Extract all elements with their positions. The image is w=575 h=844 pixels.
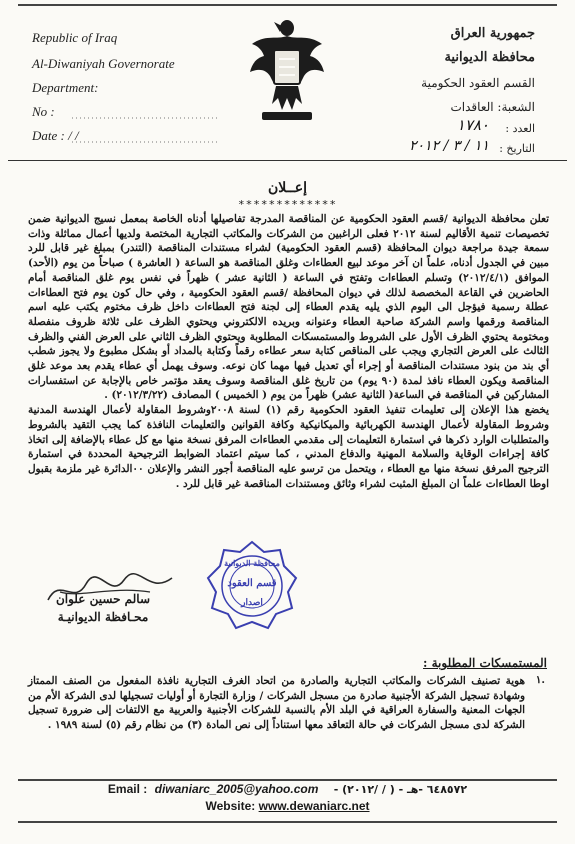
announcement-title: إعــلان [267,180,308,196]
announcement-body [28,212,549,491]
requirement-number: ١. [535,674,545,686]
header-date-en: Date : / / [32,128,79,143]
header-border [18,4,557,12]
header-section-ar: القسم العقود الحكومية [421,76,535,90]
header-divider [8,160,567,161]
body-paragraph-2: يخضع هذا الإعلان إلى تعليمات تنفيذ العقود الحكومية رقم (١) لسنة ٢٠٠٨وشروط المقاولة لأعمال الهندسة المدنية وشروط المقاولة لأعمال الهندسة الكهربائية والميكانيكية وكافة القوانين والتعليمات النافذة كما يجب التقيد بالشروط والمتطلبات الوارد ذكرها في استمارة التعليمات إلى مقدمي العطاءات المرفق نسخة منها مع كل عطاء بالإضافة إلى اتخاذ كافة إجراءات الوقاية والسلامة المهنية والدفاع المدني ، كما سيتم اعتماد الضوابط الترجيحية المحددة في استمارة الترجيح المرفق نسخة منها مع العطاء ، ويتحمل من ترسو عليه المناقصة أجور النشر والإعلان ٠٠الدائرة غير ملزمة بقبول اوطا العطاءات علماً ان المبلغ المثبت لشراء وثائق ومستندات المناقصة غير قابل للرد . [28,404,549,490]
title-stars: ************* [237,198,338,211]
footer-website[interactable]: www.dewaniarc.net [258,799,370,813]
stamp-bottom-text: اصدار [241,598,263,608]
header-division-ar: الشعبة: العاقدات [450,100,535,114]
stamp-top-text: محافظة الديوانية [224,558,280,568]
header-dot-lines [72,96,222,146]
signature-block [28,592,178,624]
header-number-label-ar: العدد : [505,122,535,135]
requirement-item: هوية تصنيف الشركات والمكاتب التجارية والصادرة من اتحاد الغرف التجارية نافذة المفعول من الصنف الممتاز وشهادة تسجيل الشركة الأجنبية صادرة من مسجل الشركات / وزارة التجارة أو أوليات تسجيلها لدى الشركة الأم من الجهات المعنية والسفارة العراقية في البلد الأم بالنسبة للشركات الأجنبية والعربية مع الالتفات إلى ضرورة تسجيل الشركة لدى مسجل الشركات في حالة التعاقد معها استناداً إلى نص المادة (٣) من نظام رقم (٥) لسنة ١٩٨٩ . [28,675,525,731]
requirements-title: المستمسكات المطلوبة : [423,656,547,670]
footer-contact-line [0,782,575,796]
header-number-value: ١٧٨٠ [456,116,489,134]
signatory-name: سالم حسين علوان [55,592,151,606]
stamp-middle-text: قسم العقود [227,578,277,589]
eagle-emblem-icon [246,14,328,126]
footer-phone: - (٢٠١٢/ / ) - ٦٤٨٥٧٢ -هـ [333,783,468,796]
signatory-title: محـافظة الديوانيـة [57,610,149,624]
header-governorate-en: Al-Diwaniyah Governorate [32,56,175,71]
header-date-label-ar: التاريخ : [499,142,535,155]
footer-email-label: Email : [107,782,148,796]
header-no-en: No : [32,104,55,119]
header-governorate-ar: محافظة الديوانية [444,50,535,65]
header-department-en: Department: [32,80,99,95]
header-republic-en: Republic of Iraq [32,30,118,45]
footer-email[interactable]: diwaniarc_2005@yahoo.com [154,782,319,796]
body-paragraph-1: تعلن محافظة الديوانية /قسم العقود الحكومية عن المناقصة المدرجة تفاصيلها أدناه الخاصة بمعمل نسيج الديوانية ضمن تخصيصات تنمية الأقاليم لسنة ٢٠١٢ فعلى الراغبين من الشركات والمكاتب التجارية المختصة ولديها أعمال مماثلة وذات سمعة جيدة مراجعة ديوان المحافظة (قسم العقود الحكومية) لشراء مستندات المناقصة (التندر) بمبلغ غير قابل للرد مبين في الجدول أدناه، علماً ان آخر موعد لبيع العطاءات وغلق المناقصة هو الساعة ( العاشرة ) صباحاً من يوم (الأحد) الموافق (٢٠١٢/٤/١) وتسلم العطاءات وتفتح في الساعة ( الثانية عشر ) ظهراً في نفس يوم غلق المناقصة أمام الحاضرين في القاعة المخصصة لذلك في ديوان المحافظة /قسم العقود الحكومية ، وفي حال كون يوم فتح العطاءات عطلة رسمية فيؤجل الى اليوم الذي يليه يقدم العطاء إلى لجنة فتح العطاءات داخل ظرف مختوم يكتب عليه اسم المناقصة ورقمها واسم الشركة صاحبة العطاء وعنوانه وبريده الالكتروني ويحتوي الظرف على ثلاثة ظروف منفصلة ومختومة يحتوي الظرف الأول على الشروط والمستمسكات المطلوبة ويحتوي الظرف الثاني على العرض الفني والظرف الثالث على العرض التجاري ويجب على المناقص كتابة سعر عطاءه رقماً وكتابة بالمداد أو بشكل مطبوع ولا يجوز شطب أي بند من بنود مستندات المناقصة أو إجراء أي تعديل فيها مهما كان نوعه. وسوف يهمل أي عطاء يقدم بعد موعد غلق المناقصة ويكون العطاء نافذ لمدة (٩٠ يوم) من تاريخ غلق المناقصة وسوف يعقد مؤتمر خاص بالإجابة عن استفسارات المشاركين في المناقصة في الساعة( الثانية عشر) ظهراً من يوم ( الخميس ) المصادف (٢٠١٢/٣/٢٢) . [28,213,550,402]
header-republic-ar: جمهورية العراق [450,26,535,41]
header-date-value: ١١ / ٣ / ٢٠١٢ [409,138,489,154]
footer-website-label: Website: [205,799,256,813]
footer-website-line [0,799,575,813]
